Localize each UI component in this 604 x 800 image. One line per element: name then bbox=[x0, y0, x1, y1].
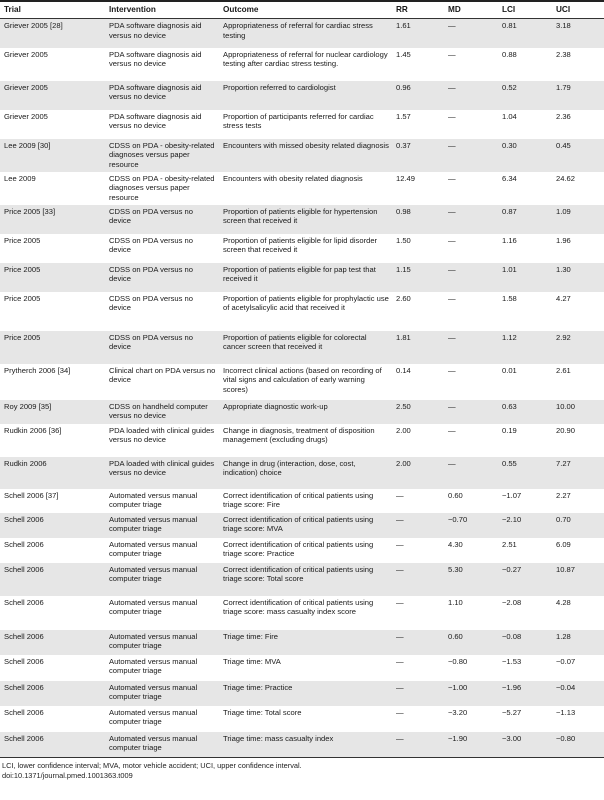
cell-md: — bbox=[444, 205, 498, 234]
cell-uci: 2.61 bbox=[556, 365, 571, 375]
cell-outcome: Proportion of patients eligible for pap test that received it bbox=[219, 263, 392, 292]
table-row bbox=[0, 48, 604, 81]
cell-lci: −1.07 bbox=[502, 490, 522, 500]
cell-uci: 10.00 bbox=[552, 400, 604, 424]
table-row bbox=[0, 364, 604, 400]
cell-trial: Price 2005 bbox=[4, 293, 41, 303]
table-header bbox=[0, 2, 604, 19]
cell-trial: Griever 2005 bbox=[4, 111, 48, 121]
header-uci: UCI bbox=[552, 2, 604, 19]
cell-rr: 0.14 bbox=[396, 365, 411, 375]
cell-md: — bbox=[444, 400, 498, 424]
cell-outcome: Proportion of patients eligible for colorectal cancer screen that received it bbox=[219, 331, 392, 364]
header-rr: RR bbox=[392, 2, 444, 19]
cell-uci: 2.38 bbox=[556, 49, 571, 59]
cell-md: — bbox=[444, 331, 498, 364]
cell-rr: 1.57 bbox=[396, 111, 411, 121]
cell-md: −1.90 bbox=[444, 732, 498, 758]
cell-rr: 1.61 bbox=[392, 19, 444, 48]
cell-uci: 1.96 bbox=[556, 235, 571, 245]
cell-uci: 4.27 bbox=[556, 293, 571, 303]
cell-intervention: PDA loaded with clinical guides versus no device bbox=[109, 425, 215, 445]
cell-outcome: Encounters with missed obesity related diagnosis bbox=[219, 139, 392, 172]
cell-md: 1.10 bbox=[448, 597, 463, 607]
table-row bbox=[0, 110, 604, 139]
cell-lci: 0.63 bbox=[498, 400, 552, 424]
cell-uci: 1.09 bbox=[552, 205, 604, 234]
cell-lci: 1.58 bbox=[502, 293, 517, 303]
cell-lci: −1.53 bbox=[502, 656, 522, 666]
cell-lci: 0.81 bbox=[498, 19, 552, 48]
cell-uci: 1.28 bbox=[552, 630, 604, 655]
cell-intervention: CDSS on handheld computer versus no device bbox=[105, 400, 219, 424]
cell-outcome: Correct identification of critical patients using triage score: Fire bbox=[223, 490, 374, 510]
cell-rr: 0.37 bbox=[392, 139, 444, 172]
cell-rr: — bbox=[392, 563, 444, 596]
cell-trial: Schell 2006 bbox=[4, 656, 44, 666]
cell-lci: 0.87 bbox=[498, 205, 552, 234]
header-intervention: Intervention bbox=[105, 2, 219, 19]
cell-outcome: Proportion of patients eligible for hypertension screen that received it bbox=[219, 205, 392, 234]
cell-rr: 0.96 bbox=[392, 81, 444, 110]
table-body bbox=[0, 19, 604, 758]
cell-outcome: Incorrect clinical actions (based on recording of vital signs and calculation of early warning scores) bbox=[223, 365, 382, 394]
cell-outcome: Correct identification of critical patients using triage score: Practice bbox=[223, 539, 374, 559]
cell-md: — bbox=[448, 425, 456, 435]
cell-intervention: CDSS on PDA versus no device bbox=[109, 293, 193, 313]
cell-uci: 2.36 bbox=[556, 111, 571, 121]
cell-outcome: Proportion of patients eligible for lipid disorder screen that received it bbox=[223, 235, 378, 255]
cell-md: — bbox=[444, 457, 498, 489]
table-row bbox=[0, 172, 604, 205]
table-row bbox=[0, 331, 604, 364]
cell-intervention: Automated versus manual computer triage bbox=[105, 681, 219, 706]
cell-md: — bbox=[444, 263, 498, 292]
table-row bbox=[0, 292, 604, 331]
cell-md: 0.60 bbox=[444, 630, 498, 655]
cell-outcome: Appropriateness of referral for cardiac stress testing bbox=[219, 19, 392, 48]
cell-trial: Griever 2005 bbox=[4, 49, 48, 59]
cell-intervention: Automated versus manual computer triage bbox=[105, 732, 219, 758]
cell-intervention: Automated versus manual computer triage bbox=[109, 656, 198, 676]
cell-trial: Rudkin 2006 [36] bbox=[4, 425, 62, 435]
cell-uci: −1.13 bbox=[556, 707, 576, 717]
cell-lci: 2.51 bbox=[502, 539, 517, 549]
cell-outcome: Triage time: Total score bbox=[223, 707, 302, 717]
cell-uci: 10.87 bbox=[552, 563, 604, 596]
cell-lci: −2.10 bbox=[498, 513, 552, 538]
cell-rr: 2.50 bbox=[392, 400, 444, 424]
table-row bbox=[0, 457, 604, 489]
header-outcome: Outcome bbox=[219, 2, 392, 19]
cell-outcome: Change in diagnosis, treatment of disposition management (excluding drugs) bbox=[223, 425, 375, 445]
cell-rr: 2.00 bbox=[396, 425, 411, 435]
cell-lci: 0.19 bbox=[502, 425, 517, 435]
cell-md: — bbox=[444, 19, 498, 48]
cell-uci: 4.28 bbox=[556, 597, 571, 607]
table-row bbox=[0, 596, 604, 630]
cell-lci: 1.01 bbox=[498, 263, 552, 292]
cell-lci: −0.08 bbox=[498, 630, 552, 655]
cell-outcome: Proportion of participants referred for cardiac stress tests bbox=[223, 111, 374, 131]
cell-outcome: Proportion of patients eligible for prophylactic use of acetylsalicylic acid that received it bbox=[223, 293, 389, 313]
table-row bbox=[0, 489, 604, 513]
cell-uci: 2.27 bbox=[556, 490, 571, 500]
cell-lci: 6.34 bbox=[502, 173, 517, 183]
table-row bbox=[0, 424, 604, 457]
cell-intervention: CDSS on PDA - obesity-related diagnoses versus paper resource bbox=[105, 139, 219, 172]
cell-outcome: Appropriate diagnostic work-up bbox=[219, 400, 392, 424]
cell-outcome: Proportion referred to cardiologist bbox=[219, 81, 392, 110]
cell-intervention: Clinical chart on PDA versus no device bbox=[109, 365, 216, 385]
cell-lci: 1.12 bbox=[498, 331, 552, 364]
cell-intervention: PDA software diagnosis aid versus no device bbox=[109, 49, 202, 69]
cell-rr: 2.60 bbox=[396, 293, 411, 303]
cell-lci: −1.96 bbox=[498, 681, 552, 706]
cell-rr: — bbox=[396, 707, 404, 717]
cell-uci: 1.79 bbox=[552, 81, 604, 110]
cell-trial: Prytherch 2006 [34] bbox=[4, 365, 71, 375]
cell-uci: 1.30 bbox=[552, 263, 604, 292]
cell-trial: Roy 2009 [35] bbox=[0, 400, 105, 424]
cell-md: — bbox=[448, 293, 456, 303]
table-footnote bbox=[0, 758, 604, 781]
cell-trial: Griever 2005 bbox=[0, 81, 105, 110]
results-table bbox=[0, 2, 604, 758]
cell-rr: — bbox=[392, 513, 444, 538]
cell-intervention: Automated versus manual computer triage bbox=[109, 539, 198, 559]
cell-lci: 1.04 bbox=[502, 111, 517, 121]
cell-rr: — bbox=[392, 732, 444, 758]
footnote-doi: doi:10.1371/journal.pmed.1001363.t009 bbox=[2, 771, 133, 780]
cell-intervention: Automated versus manual computer triage bbox=[109, 490, 198, 510]
cell-trial: Griever 2005 [28] bbox=[0, 19, 105, 48]
cell-lci: 0.88 bbox=[502, 49, 517, 59]
cell-md: — bbox=[448, 49, 456, 59]
cell-outcome: Change in drug (interaction, dose, cost, indication) choice bbox=[219, 457, 392, 489]
cell-rr: — bbox=[392, 681, 444, 706]
table-row bbox=[0, 19, 604, 48]
table-row bbox=[0, 205, 604, 234]
cell-uci: 0.45 bbox=[552, 139, 604, 172]
cell-lci: 1.16 bbox=[502, 235, 517, 245]
cell-outcome: Correct identification of critical patients using triage score: mass casualty index score bbox=[223, 597, 374, 617]
cell-intervention: CDSS on PDA versus no device bbox=[105, 263, 219, 292]
cell-md: −0.70 bbox=[444, 513, 498, 538]
cell-trial: Schell 2006 bbox=[0, 563, 105, 596]
table-row bbox=[0, 732, 604, 758]
cell-lci: −5.27 bbox=[502, 707, 522, 717]
cell-intervention: Automated versus manual computer triage bbox=[109, 707, 198, 727]
table-row bbox=[0, 563, 604, 596]
cell-intervention: Automated versus manual computer triage bbox=[105, 630, 219, 655]
table-row bbox=[0, 706, 604, 732]
cell-uci: −0.80 bbox=[552, 732, 604, 758]
cell-rr: 12.49 bbox=[396, 173, 416, 183]
cell-outcome: Triage time: Practice bbox=[219, 681, 392, 706]
cell-trial: Schell 2006 bbox=[0, 732, 105, 758]
cell-outcome: Correct identification of critical patients using triage score: MVA bbox=[219, 513, 392, 538]
cell-uci: 7.27 bbox=[552, 457, 604, 489]
cell-rr: 0.98 bbox=[392, 205, 444, 234]
cell-md: 5.30 bbox=[444, 563, 498, 596]
cell-md: 4.30 bbox=[448, 539, 463, 549]
cell-lci: −3.00 bbox=[498, 732, 552, 758]
cell-trial: Lee 2009 [30] bbox=[0, 139, 105, 172]
table-row bbox=[0, 538, 604, 563]
cell-intervention: Automated versus manual computer triage bbox=[105, 563, 219, 596]
table-row bbox=[0, 655, 604, 681]
cell-trial: Price 2005 [33] bbox=[0, 205, 105, 234]
cell-trial: Price 2005 bbox=[0, 263, 105, 292]
table-row bbox=[0, 400, 604, 424]
cell-md: — bbox=[444, 139, 498, 172]
cell-lci: 0.30 bbox=[498, 139, 552, 172]
cell-rr: 1.50 bbox=[396, 235, 411, 245]
table-row bbox=[0, 81, 604, 110]
cell-intervention: CDSS on PDA versus no device bbox=[109, 235, 193, 255]
cell-md: −3.20 bbox=[448, 707, 468, 717]
cell-outcome: Triage time: MVA bbox=[223, 656, 281, 666]
cell-lci: −0.27 bbox=[498, 563, 552, 596]
table-row bbox=[0, 139, 604, 172]
cell-uci: 20.90 bbox=[556, 425, 576, 435]
cell-md: −1.00 bbox=[444, 681, 498, 706]
cell-uci: 3.18 bbox=[552, 19, 604, 48]
cell-uci: −0.07 bbox=[556, 656, 576, 666]
cell-uci: 2.92 bbox=[552, 331, 604, 364]
cell-intervention: PDA software diagnosis aid versus no device bbox=[105, 19, 219, 48]
cell-md: — bbox=[444, 81, 498, 110]
cell-trial: Rudkin 2006 bbox=[0, 457, 105, 489]
cell-trial: Price 2005 bbox=[0, 331, 105, 364]
cell-trial: Price 2005 bbox=[4, 235, 41, 245]
cell-intervention: CDSS on PDA versus no device bbox=[105, 205, 219, 234]
cell-outcome: Triage time: Fire bbox=[219, 630, 392, 655]
cell-md: — bbox=[448, 235, 456, 245]
cell-trial: Schell 2006 bbox=[0, 681, 105, 706]
cell-uci: 0.70 bbox=[552, 513, 604, 538]
cell-md: −0.80 bbox=[448, 656, 468, 666]
cell-rr: 2.00 bbox=[392, 457, 444, 489]
cell-lci: 0.01 bbox=[502, 365, 517, 375]
cell-md: 0.60 bbox=[448, 490, 463, 500]
cell-intervention: PDA loaded with clinical guides versus no device bbox=[105, 457, 219, 489]
cell-trial: Schell 2006 bbox=[0, 513, 105, 538]
cell-trial: Lee 2009 bbox=[4, 173, 36, 183]
footnote-abbreviations: LCI, lower confidence interval; MVA, motor vehicle accident; UCI, upper confidence interval. bbox=[2, 761, 302, 770]
cell-trial: Schell 2006 bbox=[4, 539, 44, 549]
cell-rr: 1.81 bbox=[392, 331, 444, 364]
header-trial: Trial bbox=[0, 2, 105, 19]
cell-intervention: CDSS on PDA versus no device bbox=[105, 331, 219, 364]
cell-rr: — bbox=[396, 539, 404, 549]
cell-outcome: Correct identification of critical patients using triage score: Total score bbox=[219, 563, 392, 596]
header-lci: LCI bbox=[498, 2, 552, 19]
cell-md: — bbox=[448, 173, 456, 183]
cell-outcome: Appropriateness of referral for nuclear cardiology testing after cardiac stress testing. bbox=[223, 49, 388, 69]
cell-lci: 0.55 bbox=[498, 457, 552, 489]
cell-md: — bbox=[448, 365, 456, 375]
cell-uci: 24.62 bbox=[556, 173, 576, 183]
header-row bbox=[0, 2, 604, 19]
cell-rr: 1.45 bbox=[396, 49, 411, 59]
cell-uci: 6.09 bbox=[556, 539, 571, 549]
cell-outcome: Triage time: mass casualty index bbox=[219, 732, 392, 758]
cell-rr: 1.15 bbox=[392, 263, 444, 292]
cell-trial: Schell 2006 bbox=[0, 630, 105, 655]
cell-rr: — bbox=[396, 597, 404, 607]
table-row bbox=[0, 681, 604, 706]
cell-md: — bbox=[448, 111, 456, 121]
cell-intervention: Automated versus manual computer triage bbox=[109, 597, 198, 617]
table-row bbox=[0, 630, 604, 655]
cell-rr: — bbox=[396, 656, 404, 666]
cell-intervention: PDA software diagnosis aid versus no device bbox=[105, 81, 219, 110]
cell-trial: Schell 2006 [37] bbox=[4, 490, 59, 500]
cell-outcome: Encounters with obesity related diagnosis bbox=[223, 173, 363, 183]
cell-rr: — bbox=[392, 630, 444, 655]
cell-rr: — bbox=[396, 490, 404, 500]
header-md: MD bbox=[444, 2, 498, 19]
cell-intervention: Automated versus manual computer triage bbox=[105, 513, 219, 538]
table-row bbox=[0, 513, 604, 538]
table-row bbox=[0, 234, 604, 263]
cell-lci: 0.52 bbox=[498, 81, 552, 110]
table-row bbox=[0, 263, 604, 292]
cell-trial: Schell 2006 bbox=[4, 707, 44, 717]
cell-lci: −2.08 bbox=[502, 597, 522, 607]
cell-uci: −0.04 bbox=[552, 681, 604, 706]
cell-intervention: CDSS on PDA - obesity-related diagnoses versus paper resource bbox=[109, 173, 215, 202]
cell-intervention: PDA software diagnosis aid versus no device bbox=[109, 111, 202, 131]
cell-trial: Schell 2006 bbox=[4, 597, 44, 607]
